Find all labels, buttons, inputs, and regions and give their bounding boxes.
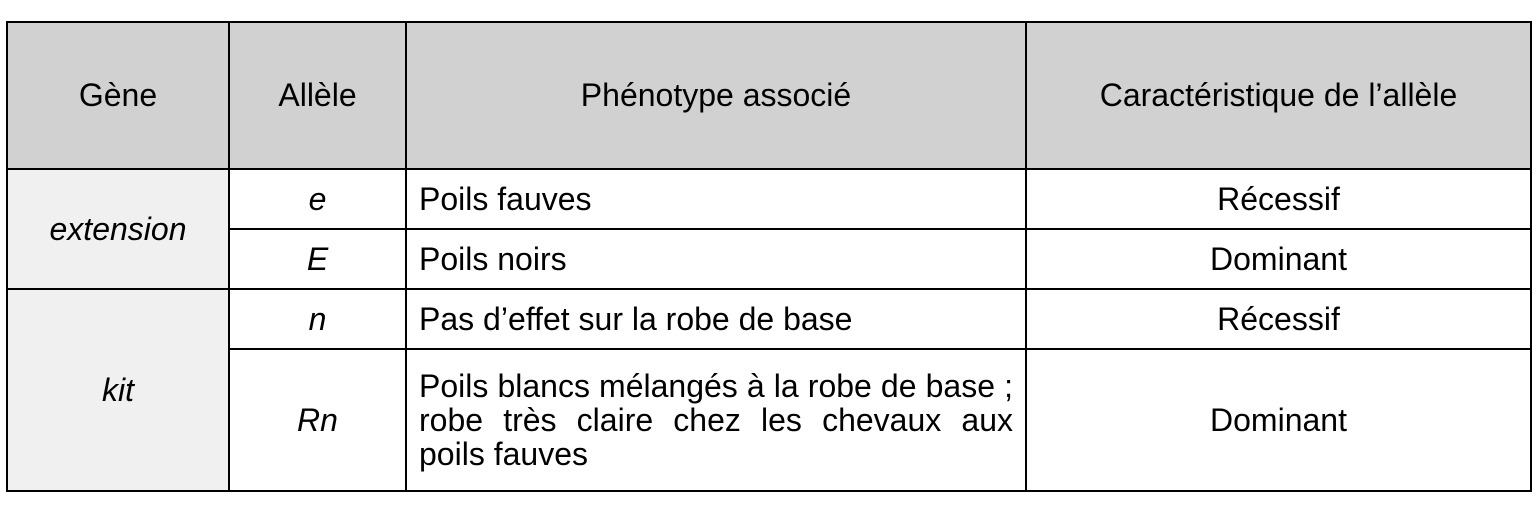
allele-cell: Rn <box>229 349 406 491</box>
table-row <box>7 349 1531 491</box>
header-gene: Gène <box>7 22 229 169</box>
gene-cell-extension: extension <box>7 169 229 289</box>
allele-cell: E <box>229 229 406 289</box>
phenotype-cell: Poils noirs <box>406 229 1026 289</box>
caracteristique-cell: Récessif <box>1026 169 1531 229</box>
table-row <box>7 229 1531 289</box>
table-row <box>7 169 1531 229</box>
allele-cell: e <box>229 169 406 229</box>
caracteristique-cell: Dominant <box>1026 229 1531 289</box>
table-row <box>7 289 1531 349</box>
gene-cell-kit: kit <box>7 289 229 491</box>
header-allele: Allèle <box>229 22 406 169</box>
header-row <box>7 22 1531 169</box>
caracteristique-cell: Récessif <box>1026 289 1531 349</box>
phenotype-cell: Poils blancs mélangés à la robe de base ; robe très claire chez les chevaux aux poils fauves <box>406 349 1026 491</box>
header-caracteristique: Caractéristique de l’allèle <box>1026 22 1531 169</box>
phenotype-cell: Pas d’effet sur la robe de base <box>406 289 1026 349</box>
caracteristique-cell: Dominant <box>1026 349 1531 491</box>
header-phenotype: Phénotype associé <box>406 22 1026 169</box>
allele-cell: n <box>229 289 406 349</box>
allele-table <box>6 21 1532 492</box>
phenotype-cell: Poils fauves <box>406 169 1026 229</box>
